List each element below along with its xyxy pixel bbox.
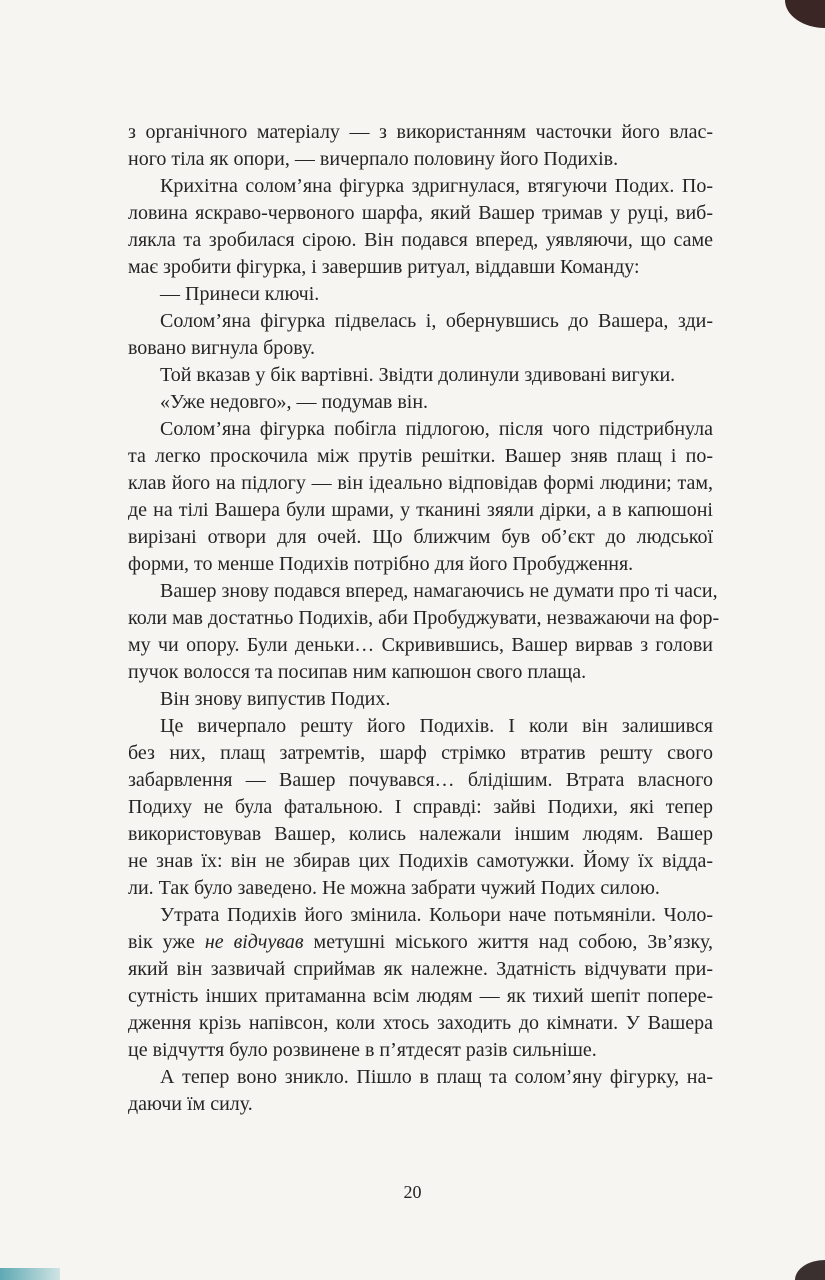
text-line: лякла та зробилася сірою. Він подався вперед, уявляючи, що саме [128, 229, 713, 251]
text-line: ловина яскраво-червоного шарфа, який Вашер тримав у руці, виб- [128, 202, 713, 224]
text-line: му чи опору. Були деньки… Скривившись, Вашер вирвав з голови [128, 634, 713, 656]
text-line: Подиху не була фатальною. І справді: зайві Подихи, які тепер [128, 796, 713, 818]
book-edge-bottom-left [0, 1268, 60, 1280]
text-line: який він зазвичай сприймав як належне. Здатність відчувати при- [128, 958, 713, 980]
text-line: «Уже недовго», — подумав він. [160, 391, 429, 413]
text-line: Вашер знову подався вперед, намагаючись не думати про ті часи, [160, 580, 718, 602]
text-line: Утрата Подихів його змінила. Кольори наче потьмяніли. Чоло- [160, 904, 713, 926]
text-line: не знав їх: він не збирав цих Подихів самотужки. Йому їх відда- [128, 850, 713, 872]
text-line: без них, плащ затремтів, шарф стрімко втратив решту свого [128, 742, 713, 764]
text-line: А тепер воно зникло. Пішло в плащ та солом’яну фігурку, на- [160, 1066, 713, 1088]
text-line: та легко проскочила між прутів решітки. Вашер зняв плащ і по- [128, 445, 713, 467]
text-line: це відчуття було розвинене в п’ятдесят разів сильніше. [128, 1039, 597, 1061]
text-segment: метушні міського життя над собою, Зв’язку, [303, 931, 713, 953]
dialogue-line: — Принеси ключі. [160, 283, 320, 305]
text-line: вовано вигнула брову. [128, 337, 316, 359]
text-line: забарвлення — Вашер почувався… блідішим. Втрата власного [128, 769, 713, 791]
text-line: Той вказав у бік вартівні. Звідти долинули здивовані вигуки. [160, 364, 676, 386]
text-segment: вік уже [128, 931, 205, 953]
text-line-with-italic [128, 929, 713, 956]
book-edge-bottom-right [795, 1260, 825, 1280]
text-line: Солом’яна фігурка побігла підлогою, після чого підстрибнула [160, 418, 713, 440]
text-line: пучок волосся та посипав ним капюшон свого плаща. [128, 661, 587, 683]
text-line: дження крізь напівсон, коли хтось заходить до кімнати. У Вашера [128, 1012, 713, 1034]
text-line: даючи їм силу. [128, 1093, 253, 1115]
text-line: коли мав достатньо Подихів, аби Пробуджувати, незважаючи на фор- [128, 607, 720, 629]
text-line: сутність інших притаманна всім людям — як тихий шепіт попере- [128, 985, 713, 1007]
text-line: вирізані отвори для очей. Що ближчим був об’єкт до людської [128, 526, 713, 548]
page-number: 20 [403, 1182, 422, 1202]
text-line: ли. Так було заведено. Не можна забрати чужий Подих силою. [128, 877, 660, 899]
book-edge-top-right [785, 0, 825, 28]
page-body-text [128, 119, 720, 1118]
text-line: Це вичерпало решту його Подихів. І коли він залишився [160, 715, 713, 737]
italic-emphasis: не відчував [204, 931, 304, 953]
text-line: Він знову випустив Подих. [160, 688, 391, 710]
text-line: клав його на підлогу — він ідеально відповідав формі людини; там, [128, 472, 713, 494]
text-line: ного тіла як опори, — вичерпало половину його Подихів. [128, 148, 619, 170]
text-line: форми, то менше Подихів потрібно для його Пробудження. [128, 553, 634, 575]
text-line: Солом’яна фігурка підвелась і, обернувшись до Вашера, зди- [160, 310, 713, 332]
text-line: де на тілі Вашера були шрами, у тканині зяяли дірки, а в капюшоні [128, 499, 713, 521]
text-line: має зробити фігурка, і завершив ритуал, віддавши Команду: [128, 256, 640, 278]
text-line: використовував Вашер, колись належали іншим людям. Вашер [128, 823, 713, 845]
text-line: Крихітна солом’яна фігурка здригнулася, втягуючи Подих. По- [160, 175, 713, 197]
text-line: з органічного матеріалу — з використанням часточки його влас- [128, 121, 713, 143]
